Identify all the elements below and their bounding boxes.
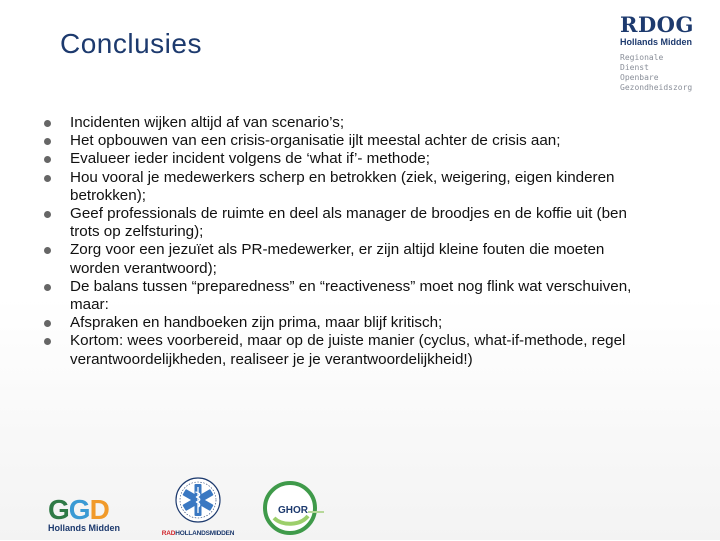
list-item-text: De balans tussen “preparedness” en “reactiveness” moet nog flink wat verschuiven, maar: xyxy=(70,277,632,314)
ggd-logo-subtitle: Hollands Midden xyxy=(48,523,120,533)
rad-logo xyxy=(160,476,236,537)
bullet-dot-icon xyxy=(44,247,51,254)
list-item xyxy=(44,114,654,132)
list-item xyxy=(44,205,654,241)
ghor-logo xyxy=(262,480,328,541)
rdog-logo xyxy=(620,14,710,93)
bullet-dot-icon xyxy=(44,284,51,291)
list-item-text: Zorg voor een jezuïet als PR-medewerker, er zijn altijd kleine fouten die moeten worden verantwoord); xyxy=(70,241,605,277)
conclusion-list xyxy=(44,114,654,369)
list-item-text: Het opbouwen van een crisis-organisatie ijlt meestal achter de crisis aan; xyxy=(70,132,561,150)
bullet-dot-icon xyxy=(44,175,51,182)
footer-logos xyxy=(0,470,720,540)
bullet-dot-icon xyxy=(44,211,51,218)
list-item xyxy=(44,150,654,168)
list-item xyxy=(44,132,654,150)
star-of-life-icon xyxy=(168,476,228,524)
rdog-logo-tagline: Regionale Dienst Openbare Gezondheidszorg xyxy=(620,53,693,92)
bullet-dot-icon xyxy=(44,338,51,345)
list-item-text: Incidenten wijken altijd af van scenario’s; xyxy=(70,114,345,131)
ghor-logo-mark xyxy=(262,480,328,536)
bullet-dot-icon xyxy=(44,120,51,127)
ggd-logo-mark: GGD xyxy=(48,494,109,525)
bullet-dot-icon xyxy=(44,138,51,145)
rdog-logo-subtitle: Hollands Midden xyxy=(620,37,692,47)
rad-logo-label: RADHOLLANDSMIDDEN xyxy=(161,530,235,537)
bullet-dot-icon xyxy=(44,156,51,163)
ghor-logo-name: GHOR xyxy=(278,505,308,516)
slide-title: Conclusies xyxy=(60,28,202,59)
list-item-text: Kortom: wees voorbereid, maar op de juiste manier (cyclus, what-if-methode, regel verantwoordelijkheden, realiseer je je verantwoordelijkheid!) xyxy=(70,332,626,368)
list-item xyxy=(44,314,654,332)
list-item-text: Geef professionals de ruimte en deel als manager de broodjes en de koffie uit (ben trots op zelfsturing); xyxy=(70,205,627,241)
list-item-text: Hou vooral je medewerkers scherp en betrokken (ziek, weigering, eigen kinderen betrokken); xyxy=(70,168,615,204)
list-item xyxy=(44,169,654,205)
list-item-text: Evalueer ieder incident volgens de ‘what if’- methode; xyxy=(70,150,430,168)
rdog-logo-name: RDOG xyxy=(620,12,694,37)
list-item xyxy=(44,332,654,368)
ggd-logo xyxy=(48,496,120,533)
list-item-text: Afspraken en handboeken zijn prima, maar blijf kritisch; xyxy=(70,314,443,332)
list-item xyxy=(44,278,654,314)
list-item xyxy=(44,241,654,277)
bullet-dot-icon xyxy=(44,320,51,327)
